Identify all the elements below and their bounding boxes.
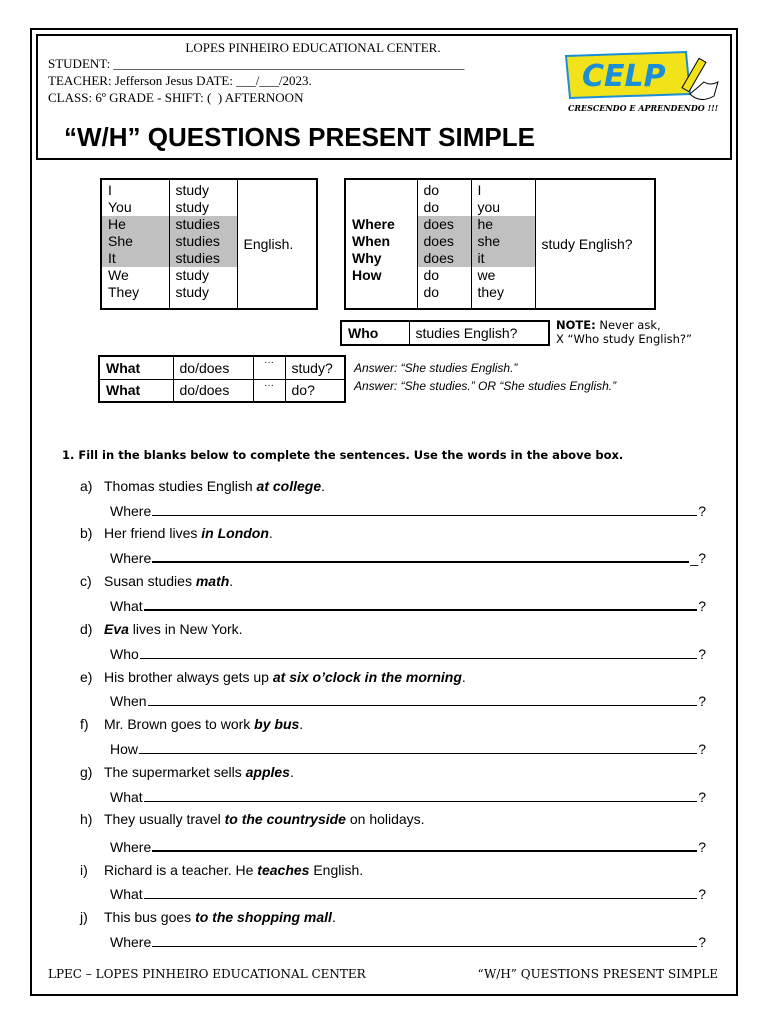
wh-column [345,179,417,309]
question-label: i) [80,862,88,878]
table-cell: study [175,284,209,300]
student-line: STUDENT: ______________________________________________________ [48,56,465,71]
question-mark: ? [698,789,706,805]
what-table [98,355,346,403]
answer-line[interactable] [110,837,706,855]
question-mark: ? [698,839,706,855]
table-cell: I [477,182,482,198]
question-mark: ? [698,693,706,709]
wh-word: Where [352,216,395,232]
question-sentence: g) The supermarket sells apples. [80,764,294,780]
answer-line[interactable] [110,787,706,805]
question-mark: ? [698,503,706,519]
question-label: f) [80,716,89,732]
question-label: a) [80,478,93,494]
question-sentence: c) Susan studies math. [80,573,234,589]
question-sentence: b) Her friend lives in London. [80,525,273,541]
question-sentence: a) Thomas studies English at college. [80,478,326,494]
question-sentence: e) His brother always gets up at six o’clock in the morning. [80,669,466,685]
table-cell: study [175,199,209,215]
table-cell: we [477,267,496,283]
blank-line[interactable] [152,548,689,563]
question-sentence: d) Eva lives in New York. [80,621,243,637]
table-cell: does [418,233,471,250]
table-cell: study [175,267,209,283]
question-label: g) [80,764,93,780]
instruction: 1. Fill in the blanks below to complete the sentences. Use the words in the above box. [62,448,624,462]
table-cell: They [108,284,140,300]
wh-start: Where [110,934,152,950]
table-cell: do [423,182,440,198]
question-sentence: h) They usually travel to the countryside on holidays. [80,811,425,827]
table-cell: do [423,267,440,283]
table-cell: does [418,216,471,233]
what-row: What do/does ··· study? [99,356,345,379]
emphasized-phrase: teaches [257,862,310,878]
question-mark: ? [698,646,706,662]
blank-line[interactable] [148,691,698,706]
emphasized-phrase: by bus [254,716,300,732]
blank-line[interactable] [152,837,697,852]
wh-start: Where [110,550,152,566]
class-line: CLASS: 6º GRADE - SHIFT: ( ) AFTERNOON [48,90,304,105]
wh-start: Where [110,839,152,855]
answer-line[interactable] [110,691,706,709]
answer-line[interactable] [110,644,706,662]
answer-line[interactable] [110,596,706,614]
blank-line[interactable] [152,932,697,947]
affirmative-table [100,178,318,310]
table-cell: he [472,216,535,233]
note-line2: X “Who study English?” [556,332,692,346]
answer-line[interactable] [110,739,706,757]
table-cell: She [102,233,169,250]
wh-start: Where [110,503,152,519]
wh-start: What [110,789,143,805]
logo-text: CELP [582,59,666,94]
wh-word: How [352,267,382,283]
celp-logo [562,48,722,118]
answer-1: Answer: “She studies English.” [354,361,518,375]
question-label: c) [80,573,92,589]
end-cell: study English? [541,235,633,252]
note [556,318,692,346]
emphasized-phrase: apples [245,764,290,780]
table-cell: studies [170,250,237,267]
answer-line[interactable] [110,548,706,566]
worksheet-header [36,34,732,160]
question-table [344,178,656,310]
footer-left: LPEC – LOPES PINHEIRO EDUCATIONAL CENTER [48,967,366,981]
table-cell: He [102,216,169,233]
table-cell: you [477,199,501,215]
blank-line[interactable] [139,739,697,754]
emphasized-phrase: to the shopping mall [195,909,332,925]
answer-line[interactable] [110,932,706,950]
who-table [340,320,550,346]
table-cell: they [477,284,504,300]
question-sentence: j) This bus goes to the shopping mall. [80,909,336,925]
table-cell: study [175,182,209,198]
note-text: Never ask, [595,318,661,332]
table-cell: do [423,199,440,215]
table-cell: it [472,250,535,267]
who-word: Who [341,321,409,345]
wh-word: Why [352,250,382,266]
who-rest: studies English? [415,325,518,341]
what-row: What do/does ··· do? [99,379,345,402]
emphasized-phrase: math [195,573,230,589]
wh-start: What [110,886,143,902]
question-label: h) [80,811,93,827]
wh-start: What [110,598,143,614]
table-cell: I [108,182,112,198]
question-mark: ? [698,741,706,757]
blank-line[interactable] [144,787,698,802]
emphasized-phrase: at college [256,478,322,494]
table-cell: she [472,233,535,250]
wh-start: How [110,741,139,757]
subjects-column [101,179,169,309]
worksheet-title: “W/H” QUESTIONS PRESENT SIMPLE [64,122,535,152]
emphasized-phrase: Eva [104,621,129,637]
table-cell: It [102,250,169,267]
blank-line[interactable] [144,596,698,611]
table-cell: We [108,267,129,283]
blank-line[interactable] [140,644,697,659]
emphasized-phrase: to the countryside [224,811,346,827]
teacher-line: TEACHER: Jefferson Jesus DATE: ___/___/2023. [48,73,312,88]
verbs-column [169,179,237,309]
question-mark: _? [690,550,706,566]
subjects-column-2 [471,179,535,309]
aux-column [417,179,471,309]
question-sentence: i) Richard is a teacher. He teaches English. [80,862,364,878]
school-name: LOPES PINHEIRO EDUCATIONAL CENTER. [185,40,441,55]
emphasized-phrase: in London [201,525,269,541]
answer-line[interactable] [110,884,706,902]
logo-tagline: CRESCENDO E APRENDENDO !!! [568,103,719,113]
table-cell: studies [170,216,237,233]
wh-word: When [352,233,391,249]
question-label: d) [80,621,93,637]
question-sentence: f) Mr. Brown goes to work by bus. [80,716,304,732]
question-mark: ? [698,886,706,902]
question-mark: ? [698,934,706,950]
answer-2: Answer: “She studies.” OR “She studies English.” [354,379,617,393]
question-label: b) [80,525,93,541]
note-label: NOTE: [556,318,596,332]
blank-line[interactable] [144,884,698,899]
object-cell: English. [243,235,294,252]
blank-line[interactable] [152,501,697,516]
footer-right: “W/H” QUESTIONS PRESENT SIMPLE [477,967,718,981]
table-cell: studies [170,233,237,250]
question-mark: ? [698,598,706,614]
table-cell: does [418,250,471,267]
wh-start: Who [110,646,139,662]
table-cell: do [423,284,440,300]
emphasized-phrase: at six o’clock in the morning [272,669,462,685]
table-cell: You [108,199,132,215]
wh-start: When [110,693,147,709]
answer-line[interactable] [110,501,706,519]
question-label: j) [80,909,88,925]
question-label: e) [80,669,93,685]
